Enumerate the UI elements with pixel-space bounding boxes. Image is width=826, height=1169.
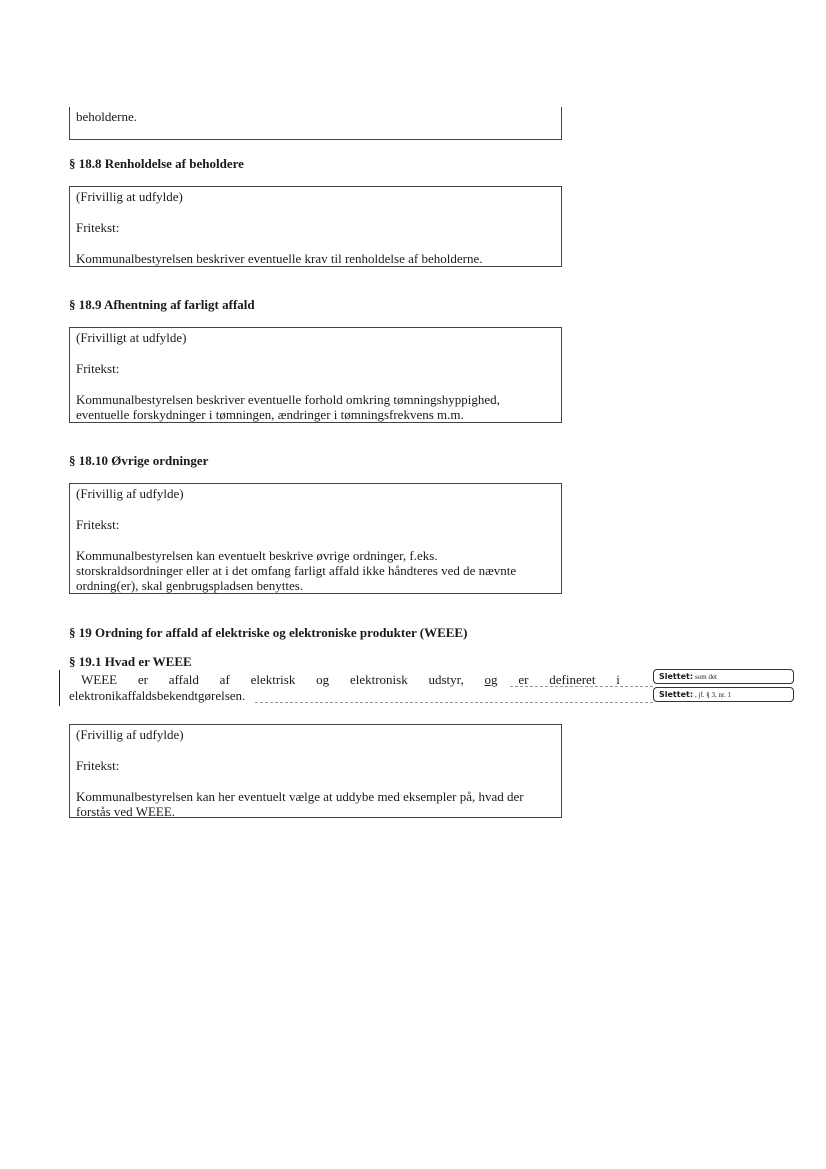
deleted-comment-2[interactable] [653, 687, 794, 702]
word: defineret [549, 672, 596, 687]
box-body-line: Kommunalbestyrelsen kan eventuelt beskrive øvrige ordninger, f.eks. [76, 548, 438, 563]
weee-paragraph-line-2: elektronikaffaldsbekendtgørelsen. [69, 688, 246, 703]
top-box-text: beholderne. [76, 109, 138, 124]
fritekst-label: Fritekst: [76, 220, 120, 235]
fritekst-label: Fritekst: [76, 758, 120, 773]
word: er [137, 672, 148, 687]
comment-connector [255, 702, 653, 703]
fritekst-label: Fritekst: [76, 517, 120, 532]
box-body: Kommunalbestyrelsen beskriver eventuelle krav til renholdelse af beholderne. [76, 251, 483, 266]
section-18-10-box [69, 483, 562, 594]
comment-connector [510, 686, 653, 687]
optional-note: (Frivillig at udfylde) [76, 189, 183, 204]
optional-note: (Frivilligt at udfylde) [76, 330, 187, 345]
word: WEEE [81, 672, 118, 687]
change-bar [59, 670, 60, 706]
box-body-line: Kommunalbestyrelsen kan her eventuelt vælge at uddybe med eksempler på, hvad der [76, 789, 524, 804]
word: udstyr, [428, 672, 464, 687]
comment-label: Slettet: [659, 672, 694, 681]
section-18-9-heading: § 18.9 Afhentning af farligt affald [69, 297, 255, 312]
deleted-comment-1[interactable] [653, 669, 794, 684]
box-body-line: forstås ved WEEE. [76, 804, 176, 819]
box-body-line: storskraldsordninger eller at i det omfang farligt affald ikke håndteres ved de nævnte [76, 563, 517, 578]
top-box [69, 107, 562, 140]
section-19-1-box [69, 724, 562, 818]
section-19-1-heading: § 19.1 Hvad er WEEE [69, 654, 192, 669]
comment-label: Slettet: [659, 690, 694, 699]
optional-note: (Frivillig af udfylde) [76, 727, 184, 742]
comment-text: , jf. § 3, nr. 1 [695, 691, 732, 699]
section-19-heading: § 19 Ordning for affald af elektriske og elektroniske produkter (WEEE) [69, 625, 468, 640]
optional-note: (Frivillig af udfylde) [76, 486, 184, 501]
box-body-line: Kommunalbestyrelsen beskriver eventuelle forhold omkring tømningshyppighed, [76, 392, 500, 407]
box-body-line: eventuelle forskydninger i tømningen, ændringer i tømningsfrekvens m.m. [76, 407, 464, 422]
section-18-8-box [69, 186, 562, 267]
word: af [219, 672, 230, 687]
section-18-9-box [69, 327, 562, 423]
word: elektrisk [250, 672, 296, 687]
word: elektronisk [349, 672, 408, 687]
comment-text: som det [695, 673, 718, 681]
box-body-line: ordning(er), skal genbrugspladsen benyttes. [76, 578, 304, 593]
fritekst-label: Fritekst: [76, 361, 120, 376]
word: affald [168, 672, 199, 687]
word: i [616, 672, 620, 687]
word: og [316, 672, 330, 687]
word: er [518, 672, 529, 687]
section-18-10-heading: § 18.10 Øvrige ordninger [69, 453, 209, 468]
section-18-8-heading: § 18.8 Renholdelse af beholdere [69, 156, 244, 171]
inserted-word: og [484, 672, 498, 687]
